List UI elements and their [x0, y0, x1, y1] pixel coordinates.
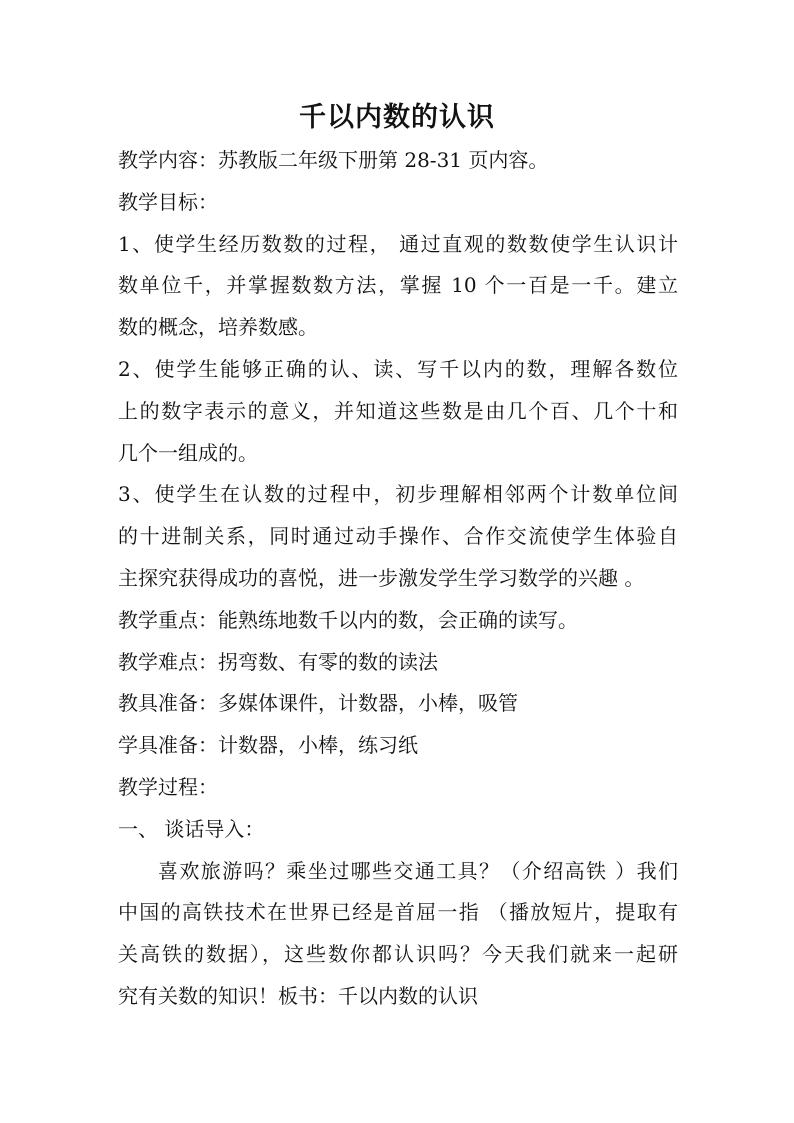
- teaching-content-line: 教学内容：苏教版二年级下册第 28-31 页内容。: [118, 148, 549, 172]
- intro-paragraph-line-1: 喜欢旅游吗？乘坐过哪些交通工具？（介绍高铁 ）我们: [158, 858, 678, 883]
- teaching-objectives-heading: 教学目标：: [118, 189, 218, 214]
- objective-1-line-2: 数单位千，并掌握数数方法，掌握 10 个一百是一千。建立: [118, 273, 678, 298]
- teaching-aids-line: 教具准备：多媒体课件，计数器，小棒，吸管: [118, 691, 518, 716]
- document-body: [118, 140, 678, 1018]
- objective-3-line-1: 3、使学生在认数的过程中，初步理解相邻两个计数单位间: [118, 482, 678, 507]
- teaching-difficulty-line: 教学难点：拐弯数、有零的数的读法: [118, 649, 438, 674]
- intro-paragraph-line-3: 关高铁的数据），这些数你都认识吗？今天我们就来一起研: [118, 942, 678, 967]
- student-materials-line: 学具准备：计数器，小棒，练习纸: [118, 733, 418, 758]
- objective-1-line-1: 1、使学生经历数数的过程， 通过直观的数数使学生认识计: [118, 231, 678, 256]
- objective-2-line-3: 几个一组成的。: [118, 440, 258, 465]
- intro-paragraph-line-4: 究有关数的知识！板书：千以内数的认识: [118, 983, 478, 1008]
- objective-1-line-3: 数的概念，培养数感。: [118, 315, 318, 340]
- objective-3-line-3: 主探究获得成功的喜悦，进一步激发学生学习数学的兴趣 。: [118, 565, 645, 590]
- section-one-heading: 一、 谈话导入：: [118, 816, 265, 841]
- objective-3-line-2: 的十进制关系，同时通过动手操作、合作交流使学生体验自: [118, 524, 678, 549]
- teaching-process-heading: 教学过程：: [118, 774, 218, 799]
- teaching-focus-line: 教学重点：能熟练地数千以内的数，会正确的读写。: [118, 607, 578, 632]
- objective-2-line-1: 2、使学生能够正确的认、读、写千以内的数，理解各数位: [118, 356, 678, 381]
- objective-2-line-2: 上的数字表示的意义，并知道这些数是由几个百、几个十和: [118, 398, 678, 423]
- document-title: 千以内数的认识: [299, 102, 495, 133]
- intro-paragraph-line-2: 中国的高铁技术在世界已经是首屈一指 （播放短片，提取有: [118, 900, 678, 925]
